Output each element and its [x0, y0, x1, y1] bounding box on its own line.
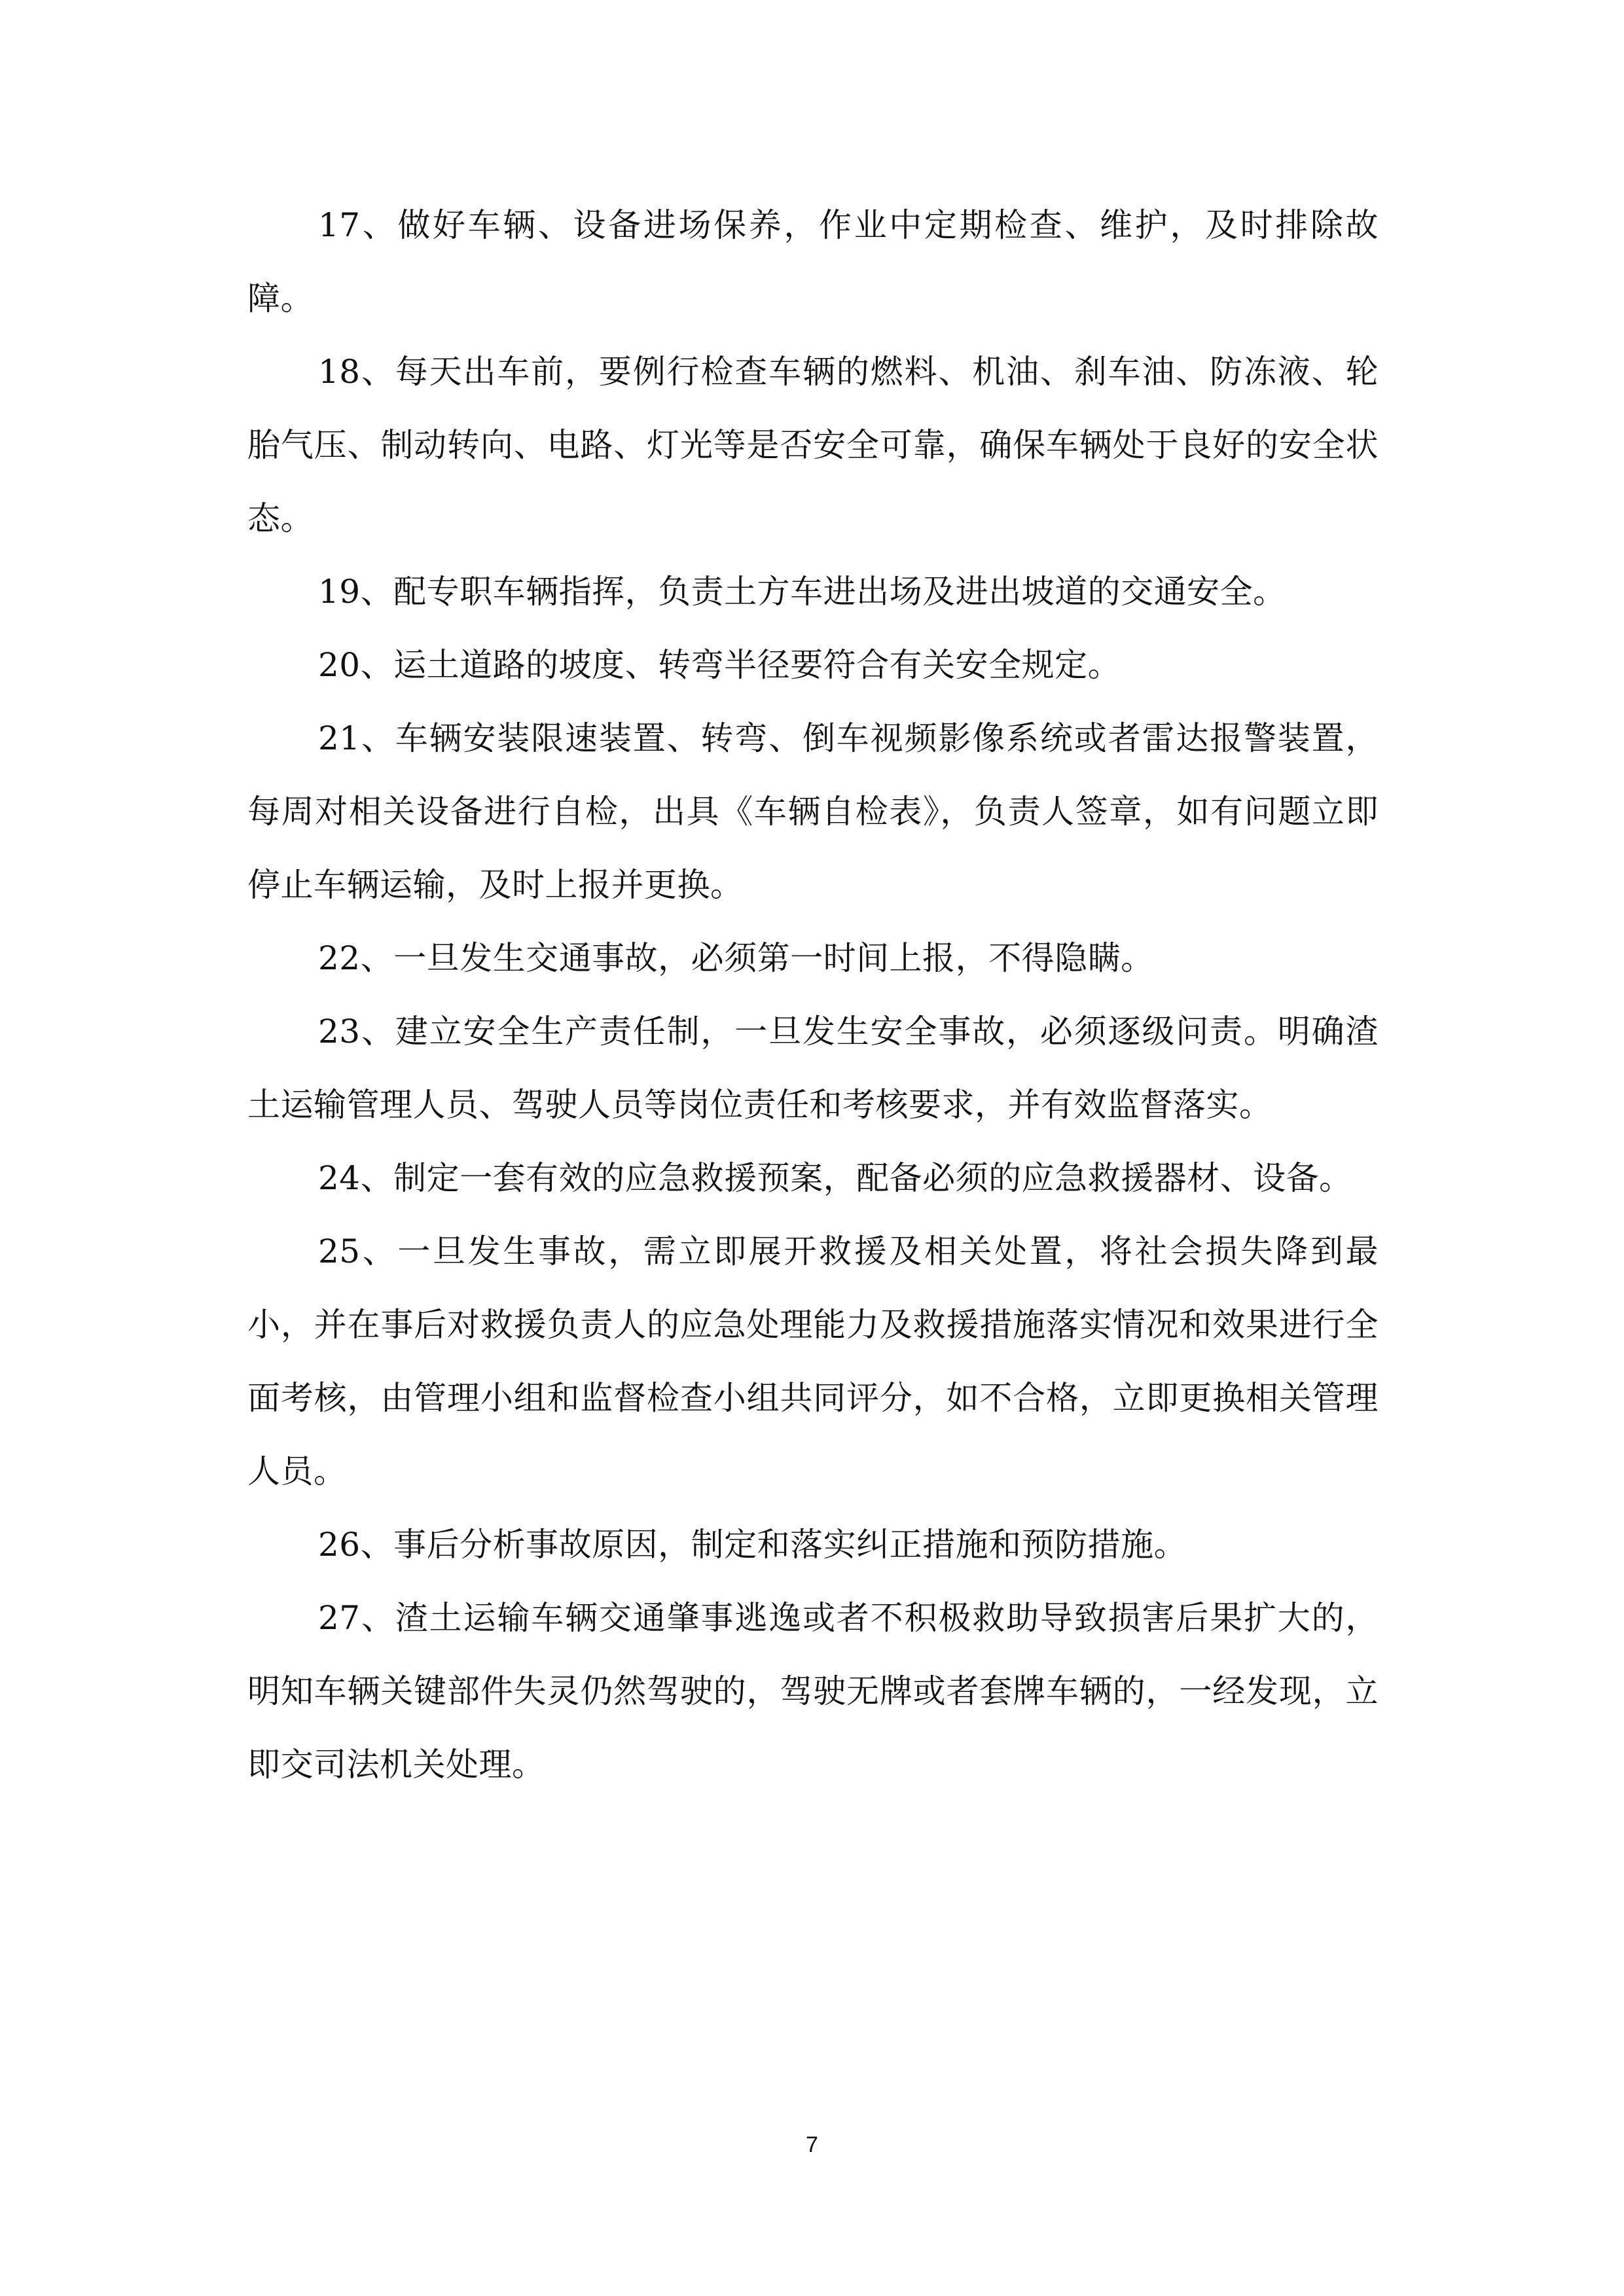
paragraph-22: 22、一旦发生交通事故，必须第一时间上报，不得隐瞒。 [318, 939, 1154, 977]
paragraph-20: 20、运土道路的坡度、转弯半径要符合有关安全规定。 [318, 646, 1121, 684]
paragraph-17: 17、做好车辆、设备进场保养，作业中定期检查、维护，及时排除故障。 [247, 206, 1379, 317]
paragraph-25: 25、一旦发生事故，需立即展开救援及相关处置，将社会损失降到最小，并在事后对救援负责人的应急处理能力及救援措施落实情况和效果进行全面考核，由管理小组和监督检查小组共同评分，如不合格，立即更换相关管理人员。 [247, 1232, 1379, 1490]
paragraph-24: 24、制定一套有效的应急救援预案，配备必须的应急救援器材、设备。 [318, 1159, 1352, 1197]
paragraph-26: 26、事后分析事故原因，制定和落实纠正措施和预防措施。 [318, 1526, 1187, 1564]
page-number: 7 [806, 2132, 818, 2157]
page-body [247, 188, 1379, 1801]
paragraph-27: 27、渣土运输车辆交通肇事逃逸或者不积极救助导致损害后果扩大的，明知车辆关键部件失灵仍然驾驶的，驾驶无牌或者套牌车辆的，一经发现，立即交司法机关处理。 [247, 1599, 1379, 1784]
paragraph-19: 19、配专职车辆指挥，负责土方车进出场及进出坡道的交通安全。 [318, 573, 1286, 611]
paragraph-21: 21、车辆安装限速装置、转弯、倒车视频影像系统或者雷达报警装置，每周对相关设备进行自检，出具《车辆自检表》，负责人签章，如有问题立即停止车辆运输，及时上报并更换。 [247, 719, 1379, 904]
paragraph-23: 23、建立安全生产责任制，一旦发生安全事故，必须逐级问责。明确渣土运输管理人员、驾驶人员等岗位责任和考核要求，并有效监督落实。 [247, 1013, 1379, 1124]
paragraph-18: 18、每天出车前，要例行检查车辆的燃料、机油、刹车油、防冻液、轮胎气压、制动转向、电路、灯光等是否安全可靠，确保车辆处于良好的安全状态。 [247, 353, 1379, 537]
